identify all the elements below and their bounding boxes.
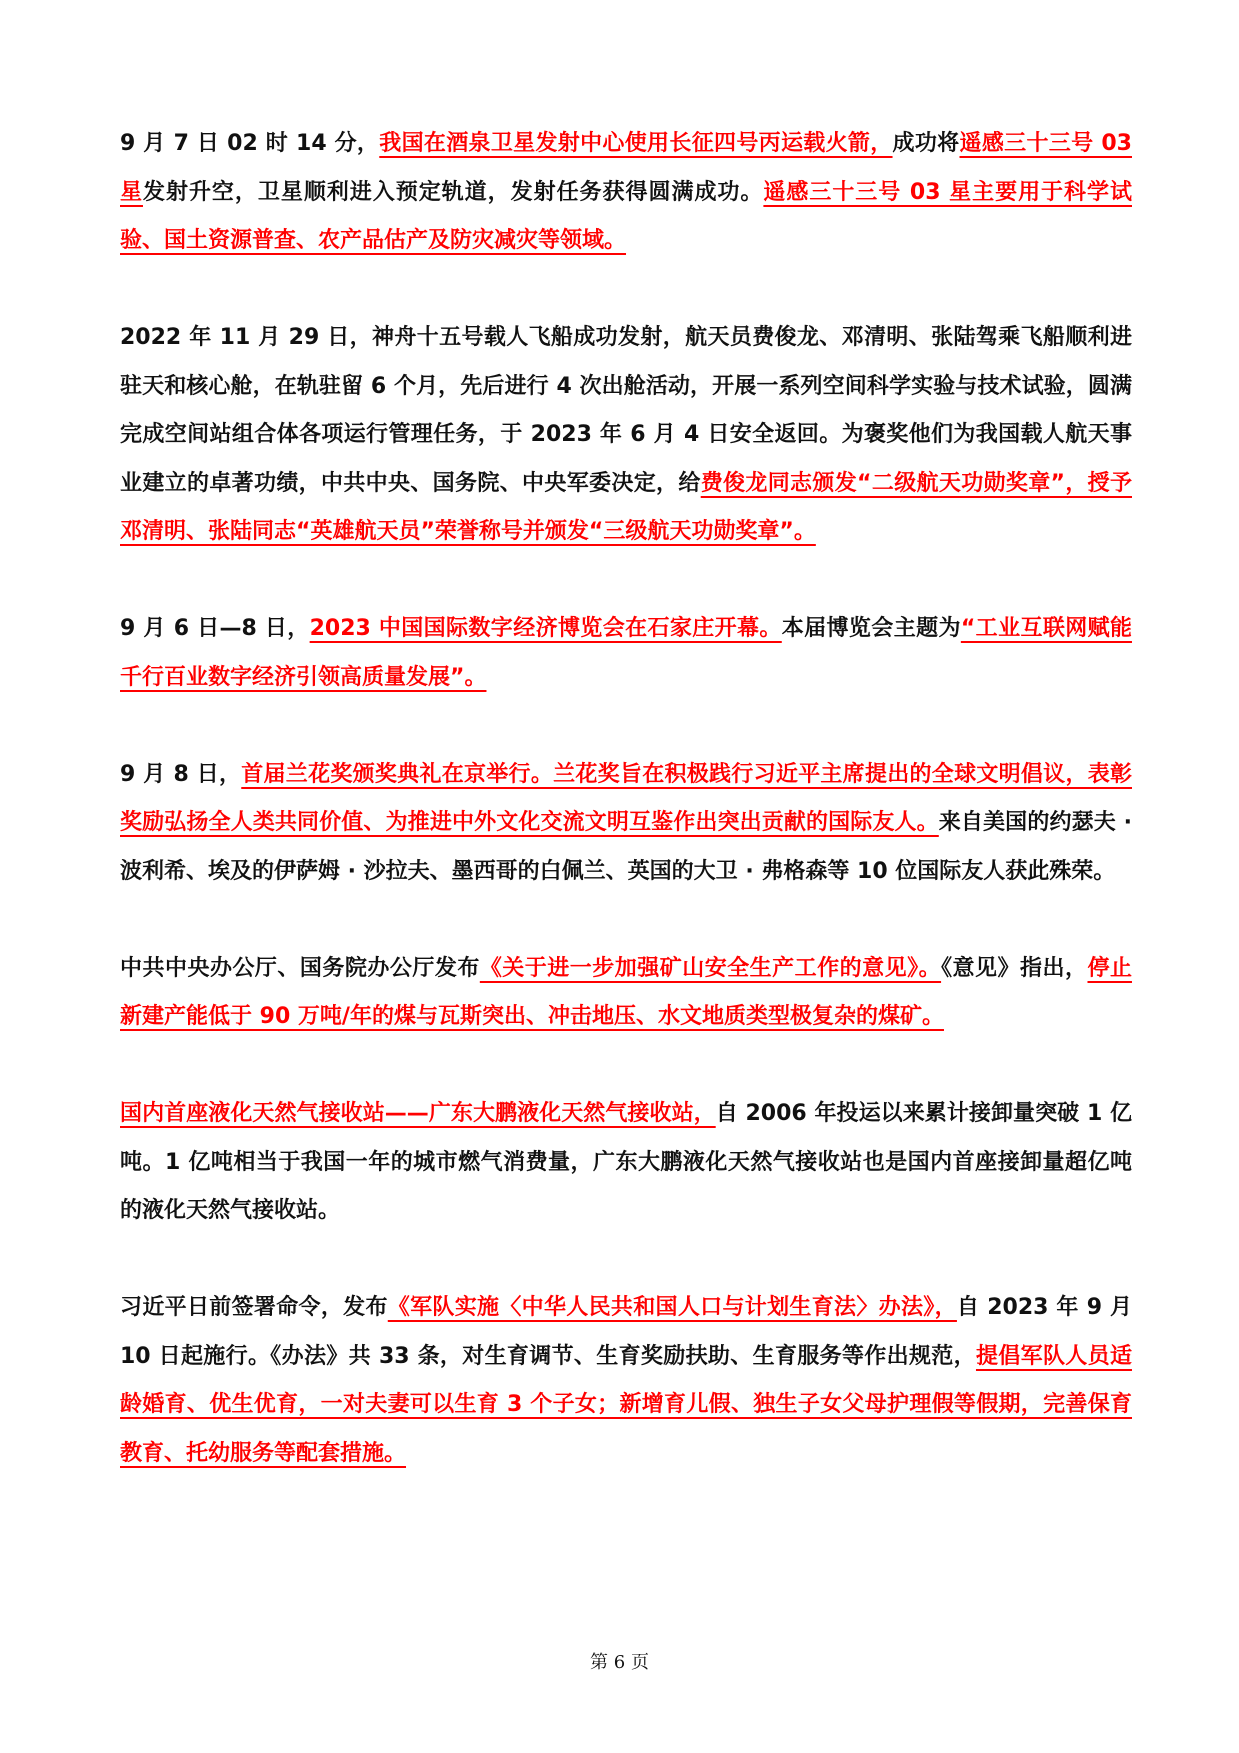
paragraph-lng-terminal bbox=[120, 1090, 1132, 1236]
text-segment: 9 月 8 日， bbox=[120, 761, 242, 787]
text-segment: 发射升空，卫星顺利进入预定轨道，发射任务获得圆满成功。 bbox=[142, 179, 764, 205]
text-segment: 9 月 7 日 02 时 14 分， bbox=[120, 131, 380, 156]
highlighted-segment: 遥感三十三号 03 星主要用于科学试验、国土资源普查、农产品估产及防灾减灾等领域。 bbox=[120, 179, 1132, 253]
text-segment: 成功将 bbox=[892, 131, 960, 156]
text-segment: 来自美国的约瑟夫 · 波利希、埃及的伊萨姆 · 沙拉夫、墨西哥的白佩兰、英国的大卫 · 弗格森等 10 位国际友人获此殊荣。 bbox=[120, 810, 1132, 884]
text-segment: 自 2006 年投运以来累计接卸量突破 1 亿吨。1 亿吨相当于我国一年的城市燃气消费量，广东大鹏液化天然气接收站也是国内首座接卸量超亿吨的液化天然气接收站。 bbox=[120, 1101, 1132, 1223]
highlighted-segment: 遥感三十三号 03 星 bbox=[120, 131, 1132, 205]
text-segment: 自 2023 年 9 月 10 日起施行。《办法》共 33 条，对生育调节、生育奖励扶助、生育服务等作出规范， bbox=[120, 1295, 1132, 1369]
highlighted-segment: 提倡军队人员适龄婚育、优生优育，一对夫妻可以生育 3 个子女；新增育儿假、独生子女父母护理假等假期，完善保育教育、托幼服务等配套措施。 bbox=[120, 1343, 1132, 1466]
highlighted-segment: 首届兰花奖颁奖典礼在京举行。兰花奖旨在积极践行习近平主席提出的全球文明倡议，表彰奖励弘扬全人类共同价值、为推进中外文化交流文明互鉴作出突出贡献的国际友人。 bbox=[120, 761, 1132, 835]
highlighted-segment: 2023 中国国际数字经济博览会在石家庄开幕。 bbox=[309, 616, 782, 641]
paragraph-orchid-award bbox=[120, 751, 1132, 897]
page-number: 第 6 页 bbox=[590, 1652, 649, 1673]
paragraph-satellite-launch bbox=[120, 120, 1132, 266]
paragraph-mine-safety bbox=[120, 945, 1132, 1042]
text-segment: 习近平日前签署命令，发布 bbox=[120, 1295, 388, 1320]
text-segment: 中共中央办公厅、国务院办公厅发布 bbox=[120, 955, 480, 981]
highlighted-segment: “工业互联网赋能千行百业数字经济引领高质量发展”。 bbox=[120, 616, 1132, 690]
highlighted-segment: 国内首座液化天然气接收站——广东大鹏液化天然气接收站， bbox=[120, 1101, 716, 1126]
text-segment: 《意见》指出， bbox=[941, 955, 1088, 981]
text-segment: 本届博览会主题为 bbox=[781, 616, 961, 641]
highlighted-segment: 《关于进一步加强矿山安全生产工作的意见》。 bbox=[479, 955, 942, 981]
paragraph-digital-expo bbox=[120, 605, 1132, 702]
text-segment: 9 月 6 日—8 日， bbox=[120, 616, 310, 641]
paragraph-military-family-planning bbox=[120, 1284, 1132, 1478]
document-page bbox=[120, 120, 1132, 1527]
highlighted-segment: 《军队实施〈中华人民共和国人口与计划生育法〉办法》， bbox=[387, 1295, 957, 1320]
paragraph-shenzhou-15 bbox=[120, 314, 1132, 557]
highlighted-segment: 停止新建产能低于 90 万吨/年的煤与瓦斯突出、冲击地压、水文地质类型极复杂的煤矿。 bbox=[120, 955, 1132, 1029]
highlighted-segment: 我国在酒泉卫星发射中心使用长征四号丙运载火箭， bbox=[379, 131, 893, 156]
text-segment: 2022 年 11 月 29 日，神舟十五号载人飞船成功发射，航天员费俊龙、邓清明、张陆驾乘飞船顺利进驻天和核心舱，在轨驻留 6 个月，先后进行 4 次出舱活动，开展一系列空间科学实验与技术试验，圆满完成空间站组合体各项运行管理任务，于 2023 年 6 月 4 日安全返回。为褒奖他们为我国载人航天事业建立的卓著功绩，中共中央、国务院、中央军委决定，给 bbox=[120, 325, 1132, 496]
highlighted-segment: 费俊龙同志颁发“二级航天功勋奖章”，授予邓清明、张陆同志“英雄航天员”荣誉称号并颁发“三级航天功勋奖章”。 bbox=[120, 470, 1132, 544]
